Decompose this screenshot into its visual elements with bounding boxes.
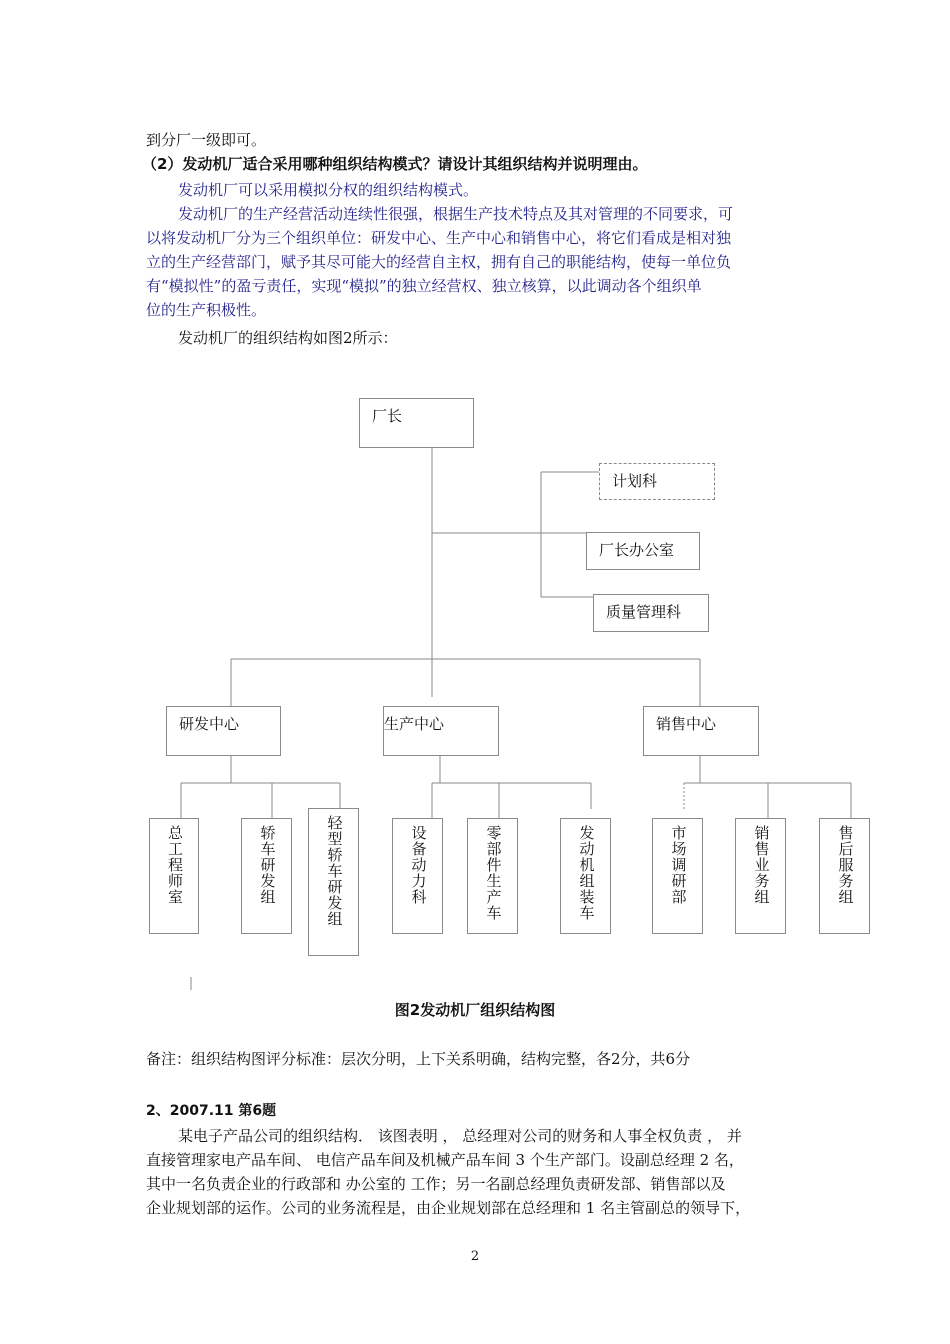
scoring-note: 备注：组织结构图评分标准：层次分明，上下关系明确，结构完整，各2分，共6分 — [146, 1050, 691, 1068]
org-unit-box — [819, 818, 870, 934]
org-unit-box — [149, 818, 199, 934]
org-unit-label: 轿车研发组 — [258, 825, 277, 905]
answer-line-1: 发动机厂可以采用模拟分权的组织结构模式。 — [178, 181, 479, 199]
body-line-1: 某电子产品公司的组织结构． 该图表明 ， 总经理对公司的财务和人事全权负责 ， 并 — [178, 1127, 742, 1145]
answer-paragraph-line-4: 有“模拟性”的盈亏责任，实现“模拟”的独立经营权、独立核算，以此调动各个组织单 — [146, 277, 702, 295]
org-center-box-production — [383, 706, 499, 756]
org-staff-box-quality — [593, 594, 709, 632]
org-unit-label: 零部件生产车 — [484, 825, 503, 921]
answer-paragraph-line-2: 以将发动机厂分为三个组织单位：研发中心、生产中心和销售中心，将它们看成是相对独 — [146, 229, 732, 247]
org-center-box-sales — [643, 706, 759, 756]
org-staff-label: 计划科 — [612, 472, 658, 490]
page-number: 2 — [470, 1249, 480, 1264]
org-center-label: 研发中心 — [179, 715, 240, 733]
section-heading: 2、2007.11 第6题 — [146, 1103, 277, 1119]
body-line-4: 企业规划部的运作。公司的业务流程是，由企业规划部在总经理和 1 名主管副总的领导下， — [146, 1199, 751, 1217]
org-unit-box — [308, 808, 359, 956]
org-root-box — [359, 398, 474, 448]
org-unit-label: 总工程师室 — [166, 825, 184, 905]
org-staff-box-office — [586, 532, 700, 570]
text-line-1: 到分厂一级即可。 — [146, 131, 267, 149]
org-staff-box-planning — [599, 463, 715, 500]
org-staff-label: 厂长办公室 — [599, 541, 675, 559]
answer-paragraph-line-3: 立的生产经营部门，赋予其尽可能大的经营自主权，拥有自己的职能结构，使每一单位负 — [146, 253, 732, 271]
org-staff-label: 质量管理科 — [606, 603, 682, 621]
org-unit-box — [735, 818, 786, 934]
org-unit-label: 轻型轿车研发组 — [325, 815, 344, 927]
answer-paragraph-line-5: 位的生产积极性。 — [146, 301, 267, 319]
org-unit-box — [392, 818, 443, 934]
figure-caption: 图2发动机厂组织结构图 — [394, 1001, 556, 1019]
org-center-label: 生产中心 — [384, 715, 445, 733]
org-unit-box — [560, 818, 611, 934]
org-unit-box — [467, 818, 518, 934]
org-unit-box — [652, 818, 703, 934]
question-heading: （2）发动机厂适合采用哪种组织结构模式？请设计其组织结构并说明理由。 — [142, 155, 648, 173]
org-unit-label: 售后服务组 — [836, 825, 855, 905]
org-unit-label: 市场调研部 — [669, 825, 688, 905]
org-center-label: 销售中心 — [656, 715, 717, 733]
answer-line-3: 发动机厂的组织结构如图2所示： — [178, 329, 398, 347]
org-unit-label: 发动机组装车 — [577, 825, 596, 921]
org-unit-label: 设备动力科 — [409, 825, 428, 905]
org-unit-box — [241, 818, 292, 934]
body-line-3: 其中一名负责企业的行政部和 办公室的 工作；另一名副总经理负责研发部、销售部以及 — [146, 1175, 726, 1193]
body-line-2: 直接管理家电产品车间、 电信产品车间及机械产品车间 3 个生产部门。设副总经理 2 名， — [146, 1151, 744, 1169]
org-center-box-rd — [166, 706, 281, 756]
org-unit-label: 销售业务组 — [752, 825, 771, 905]
org-root-label: 厂长 — [372, 407, 403, 425]
answer-paragraph-line-1: 发动机厂的生产经营活动连续性很强，根据生产技术特点及其对管理的不同要求，可 — [178, 205, 734, 223]
